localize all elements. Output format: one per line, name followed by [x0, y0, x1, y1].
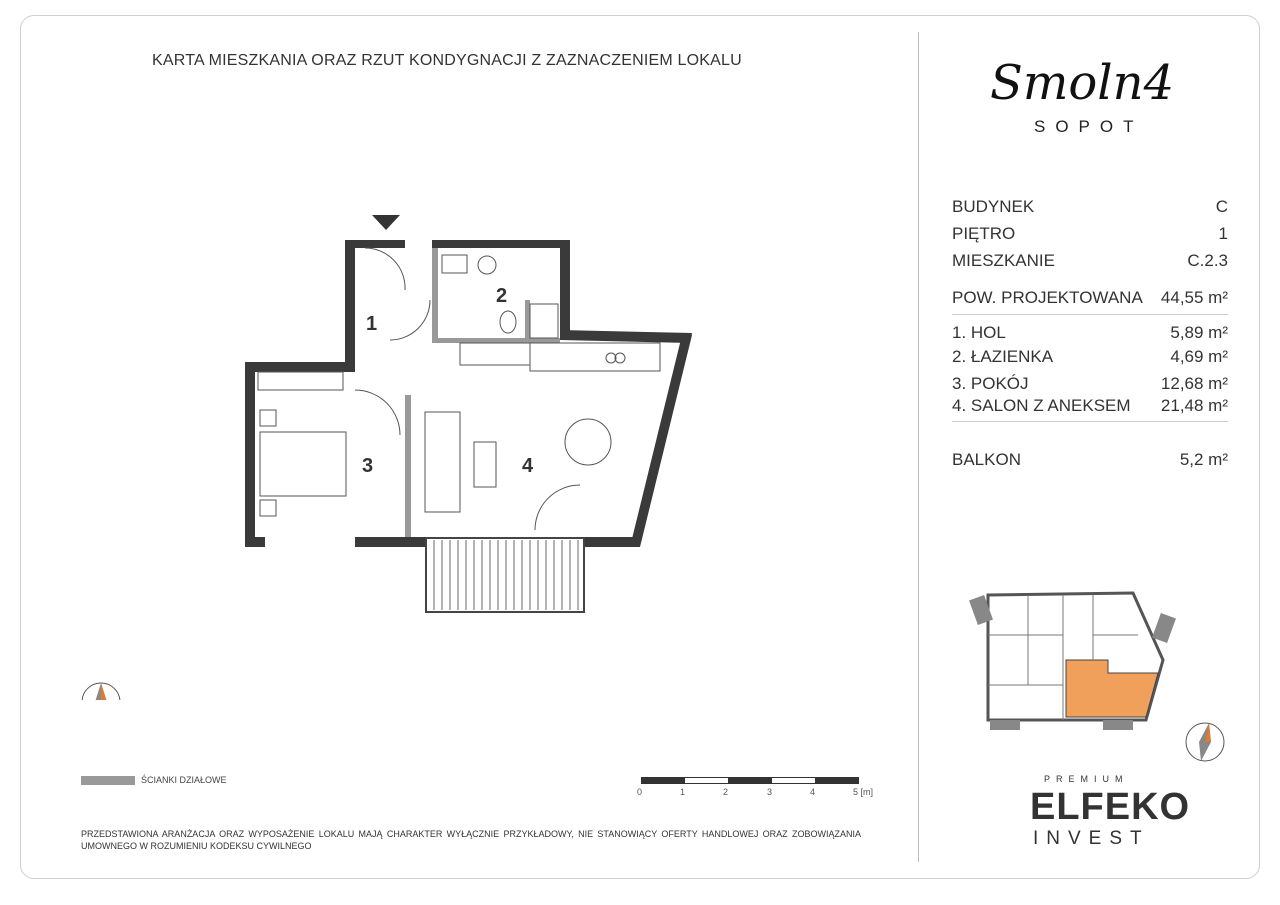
total-label: POW. PROJEKTOWANA	[952, 288, 1143, 307]
room-area: 21,48 m²	[1160, 396, 1228, 415]
room-number: 4	[522, 455, 534, 477]
detail-value: 1	[1218, 224, 1228, 243]
furniture	[258, 248, 660, 530]
walls	[245, 240, 692, 547]
brand-city: SOPOT	[1034, 117, 1144, 136]
detail-label: PIĘTRO	[952, 224, 1016, 243]
separator	[952, 421, 1228, 422]
room-area: 4,69 m²	[1170, 347, 1228, 366]
room-area: 12,68 m²	[1160, 374, 1228, 393]
scale-bar	[637, 777, 874, 797]
legend-label: ŚCIANKI DZIAŁOWE	[141, 775, 227, 785]
detail-label: BUDYNEK	[952, 197, 1035, 216]
detail-value: C.2.3	[1187, 251, 1228, 270]
scale-tick: 1	[680, 787, 686, 797]
compass-icon	[1183, 720, 1227, 764]
brand-logo: Smoln4	[990, 55, 1175, 111]
developer-sub: INVEST	[1033, 828, 1150, 849]
room-label: 3. POKÓJ	[952, 374, 1029, 393]
building-minimap	[968, 585, 1188, 745]
disclaimer: PRZEDSTAWIONA ARANŻACJA ORAZ WYPOSAŻENIE LOKALU MAJĄ CHARAKTER WYŁĄCZNIE PRZYKŁADOWY, NIE STANOWIĄCY OFERTY HANDLOWEJ ORAZ ZOBOWIĄZANIA UMOWNEGO W ROZUMIENIU KODEKSU CYWILNEGO	[81, 829, 861, 851]
balcony-label: BALKON	[952, 450, 1021, 469]
separator	[952, 314, 1228, 315]
developer-logo: ELFEKO	[1030, 786, 1191, 828]
total-value: 44,55 m²	[1160, 288, 1228, 307]
room-label: 1. HOL	[952, 323, 1006, 342]
room-number: 1	[366, 313, 378, 335]
scale-tick: 0	[637, 787, 643, 797]
room-label: 4. SALON Z ANEKSEM	[952, 396, 1131, 415]
partition-swatch	[81, 776, 135, 785]
scale-tick: 2	[723, 787, 729, 797]
room-area: 5,89 m²	[1170, 323, 1228, 342]
partitions	[405, 248, 560, 537]
balcony-area: 5,2 m²	[1179, 450, 1228, 469]
compass-icon	[82, 683, 120, 700]
scale-tick: 5 [m]	[853, 787, 874, 797]
page-title: KARTA MIESZKANIA ORAZ RZUT KONDYGNACJI Z ZAZNACZENIEM LOKALU	[152, 52, 742, 69]
details-table	[952, 193, 1228, 473]
detail-value: C	[1215, 197, 1228, 216]
legend	[81, 775, 227, 785]
room-number: 3	[362, 455, 374, 477]
detail-label: MIESZKANIE	[952, 251, 1055, 270]
scale-tick: 4	[810, 787, 816, 797]
developer-premium: PREMIUM	[1044, 774, 1129, 784]
balcony	[426, 538, 584, 612]
room-number: 2	[496, 285, 508, 307]
scale-tick: 3	[767, 787, 773, 797]
room-label: 2. ŁAZIENKA	[952, 347, 1054, 366]
entrance-marker-icon	[372, 215, 400, 230]
